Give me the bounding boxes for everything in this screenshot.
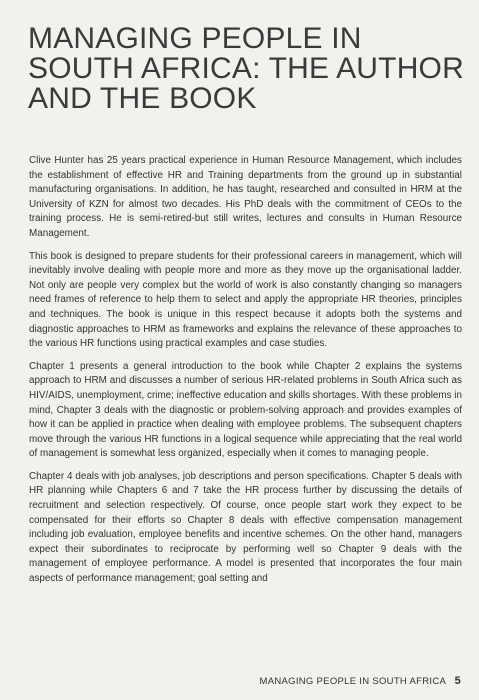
body-text [29, 154, 462, 595]
paragraph-book-purpose: This book is designed to prepare students for their professional careers in management, which will inevitably involve dealing with people more and more as they move up the organisational ladder. Not only are people very complex but the world of work is also constantly changing so managers need frames of reference to help them to select and apply the appropriate HR theories, principles and techniques. The book is unique in this respect because it adopts both the systems and diagnostic approaches to HRM as frameworks and explains the relevance of these approaches to the various HR functions using practical examples and case studies. [29, 250, 462, 350]
paragraph-author: Clive Hunter has 25 years practical experience in Human Resource Management, which includes the establishment of effective HR and Training departments from the ground up in substantial manufacturing organisations. In addition, he has taught, researched and consulted in HRM at the University of KZN for almost two decades. His PhD deals with the commitment of CEOs to the training process. He is semi-retired-but still writes, lectures and consults in Human Resource Management. [29, 155, 462, 239]
paragraph-chapters-1-3: Chapter 1 presents a general introduction to the book while Chapter 2 explains the systems approach to HRM and discusses a number of serious HR-related problems in South Africa such as HIV/AIDS, unemployment, crime; ineffective education and skills shortages. With these problems in mind, Chapter 3 deals with the diagnostic or problem-solving approach and provides examples of how it can be applied in practice when dealing with employee problems. The subsequent chapters move through the various HR functions in a logical sequence while appreciating that the real world of management is somewhat less organized, especially when it comes to managing people. [29, 360, 462, 460]
title-line-1: MANAGING PEOPLE IN [28, 22, 362, 55]
page-footer [259, 675, 461, 687]
running-title: MANAGING PEOPLE IN SOUTH AFRICA [259, 676, 446, 687]
title-line-3: AND THE BOOK [28, 82, 257, 115]
page-title [28, 22, 464, 115]
title-line-2: SOUTH AFRICA: THE AUTHOR [28, 52, 464, 85]
paragraph-chapters-4-9: Chapter 4 deals with job analyses, job descriptions and person specifications. Chapter 5 deals with HR planning while Chapters 6 and 7 take the HR process further by discussing the details of recruitment and selection respectively. Of course, once people start work they expect to be compensated for their efforts so Chapter 8 deals with effective compensation management including job evaluation, employee benefits and incentive schemes. On the other hand, managers expect their subordinates to reciprocate by performing well so Chapter 9 deals with the management of employee performance. A model is presented that incorporates the four main aspects of performance management; goal setting and [29, 470, 462, 585]
page-number: 5 [454, 675, 461, 687]
